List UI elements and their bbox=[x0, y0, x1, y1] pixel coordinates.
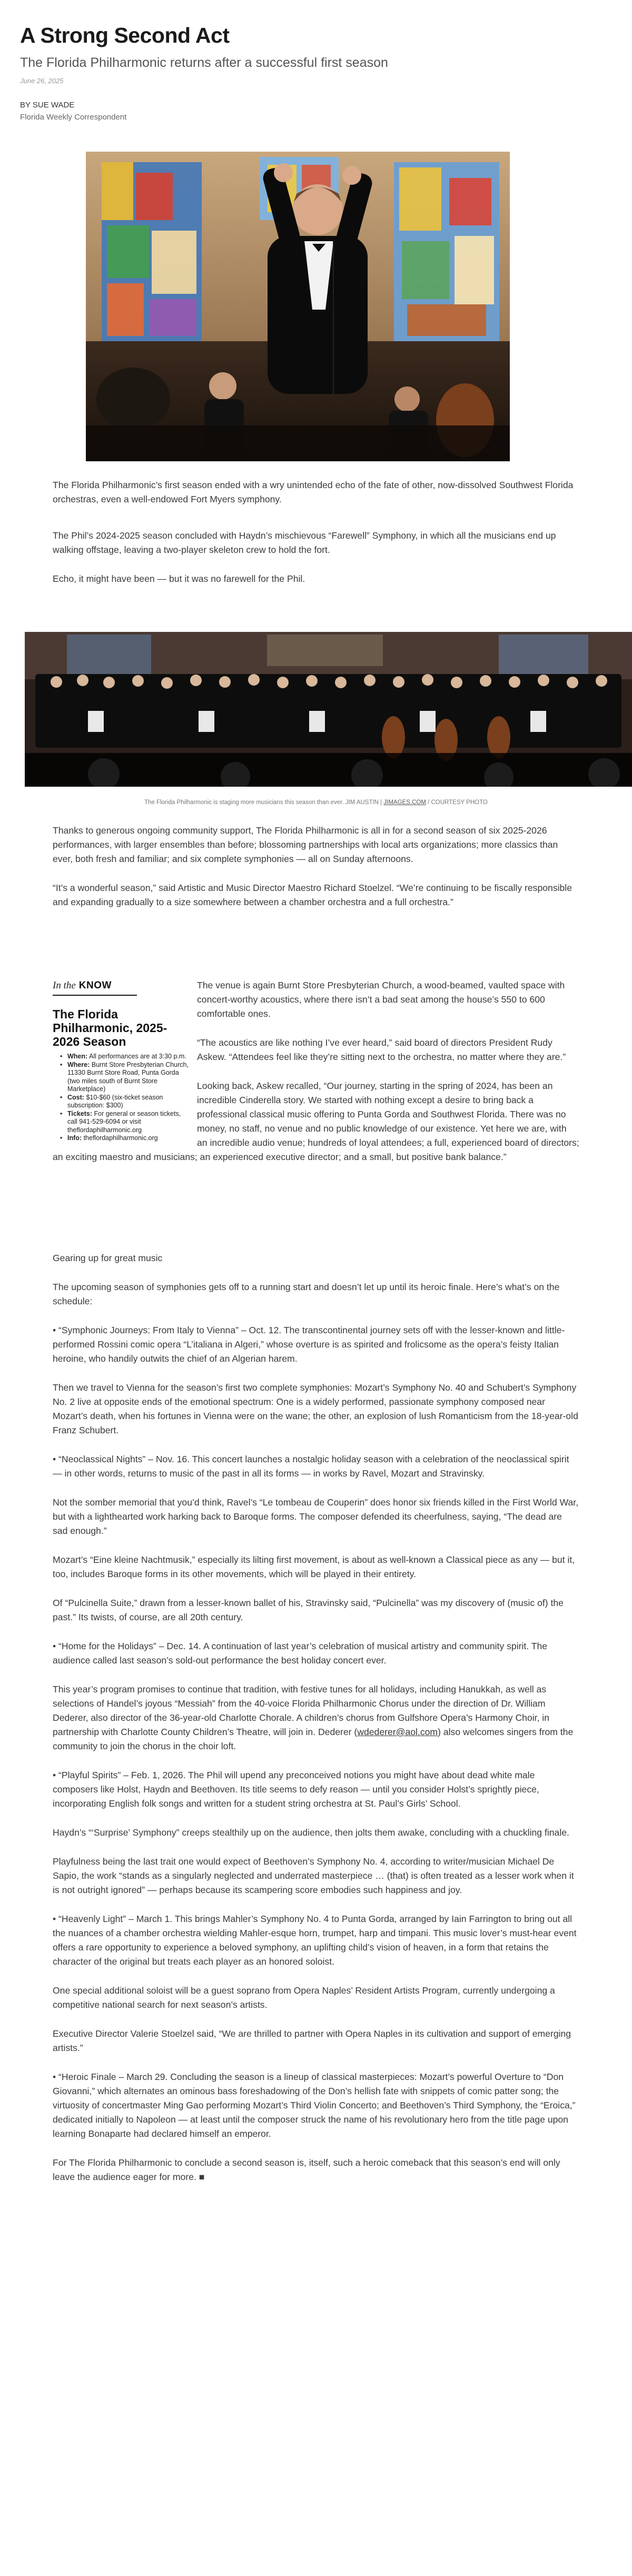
subheadline: The Florida Philharmonic returns after a successful first season bbox=[20, 55, 388, 70]
orchestra-photo bbox=[25, 632, 632, 787]
sidebar-item-when bbox=[53, 1053, 190, 1061]
paragraph: One special additional soloist will be a guest soprano from Opera Naples’ Resident Artists Program, currently undergoing a competitive national search for next season’s artists. bbox=[53, 1985, 555, 2010]
publish-date: June 26, 2025 bbox=[20, 77, 64, 85]
sidebar-item-tickets bbox=[53, 1110, 190, 1135]
paragraph: Echo, it might have been — but it was no farewell for the Phil. bbox=[53, 573, 305, 584]
paragraph: Not the somber memorial that you’d think, Ravel’s “Le tombeau de Couperin” does honor six friends killed in the First World War, but with a lighthearted work harking back to Baroque forms. The composer defended its cheerfulness, saying, “The dead are sad enough.” bbox=[53, 1497, 579, 1536]
paragraph-text: This year’s program promises to continue that tradition, with festive tunes for all holidays, including Hanukkah, as well as selections of Handel’s joyous “Messiah” from the 40-voice Florida Philharmonic Chorus under the direction of Dr. William Dederer, also director of the 36-year-old Charlotte Chorale. A children’s chorus from Gulfshore Opera’s Harmony Choir, in partnership with Charlotte County Children’s Theatre, will join in. Dederer ( bbox=[53, 1684, 550, 1737]
photo-credit: JIM AUSTIN | bbox=[345, 799, 382, 806]
paragraph: “The acoustics are like nothing I’ve ever heard,” said board of directors President Rudy Askew. “Attendees feel like they’re sitting next to the orchestra, no matter where they are.” bbox=[197, 1037, 566, 1062]
article-body-intro bbox=[53, 478, 579, 601]
in-the-label: In the bbox=[53, 980, 76, 991]
paragraph: Executive Director Valerie Stoelzel said, “We are thrilled to partner with Opera Naples in its cultivation and support of emerging artists.” bbox=[53, 2028, 571, 2053]
paragraph: Looking back, Askew recalled, “Our journey, starting in the spring of 2024, has been an incredible Cinderella story. We started with nothing except a desire to bring back a professional classical music offering to Punta Gorda and Southwest Florida. There was no money, no staff, no venue and no public knowledge of our existence. Yet here we are, with an incredible audio venue; hundreds of loyal attendees; a full, experienced board of directors; an exciting maestro and musicians; an experienced executive director; and a small, but positive bank balance.” bbox=[53, 1081, 579, 1162]
paragraph: For The Florida Philharmonic to conclude a second season is, itself, such a heroic comeback that this season’s end will only leave the audience eager for more. ■ bbox=[53, 2157, 560, 2182]
paragraph: The venue is again Burnt Store Presbyterian Church, a wood-beamed, vaulted space with concert-worthy acoustics, where there isn’t a bad seat among the house’s 550 to 600 comfortable ones. bbox=[197, 980, 565, 1019]
sidebar-item-key: Tickets: bbox=[67, 1109, 93, 1117]
sidebar-item-value: For general or season tickets, call 941-529-6094 or visit theflordaphilharmonic.org bbox=[67, 1109, 181, 1134]
hero-photo-conductor bbox=[86, 152, 510, 461]
photo-caption bbox=[0, 799, 632, 806]
know-label: KNOW bbox=[78, 980, 112, 991]
sidebar-item-value: $10-$60 (six-ticket season subscription: $300) bbox=[67, 1093, 163, 1109]
paragraph: The Florida Philharmonic’s first season ended with a wry unintended echo of the fate of other, now-dissolved Southwest Florida orchestras, even a well-endowed Fort Myers symphony. bbox=[53, 480, 574, 504]
hero-photo-illustration bbox=[86, 152, 510, 461]
paragraph: • “Playful Spirits” – Feb. 1, 2026. The Phil will upend any preconceived notions you might have about dead white male composers like Holst, Haydn and Beethoven. Its title seems to defy reason — until you consider Holst’s sprightly piece, incorporating English folk songs and written for a student string orchestra at St. Paul’s Girls’ School. bbox=[53, 1770, 539, 1809]
email-link[interactable]: wdederer@aol.com bbox=[357, 1727, 438, 1737]
paragraph: • “Heavenly Light” – March 1. This brings Mahler’s Symphony No. 4 to Punta Gorda, arranged by Iain Farrington to bring out all the nuances of a chamber orchestra wielding Mahler-esque horn, trumpet, harp and timpani. This music lover’s must-hear event offers a rare opportunity to experience a beloved symphony, an uplifting child’s vision of heaven, in a form that retains the character of the original but treats each player as an honored soloist. bbox=[53, 1914, 577, 1967]
paragraph: Playfulness being the last trait one would expect of Beethoven’s Symphony No. 4, according to writer/musician Michael De Sapio, the work “stands as a singularly neglected and underrated masterpiece … (that) is often treated as a lesser work when it is not outright ignored” — perhaps because its scampering score embodies such happiness and joy. bbox=[53, 1856, 574, 1895]
paragraph: Then we travel to Vienna for the season’s first two complete symphonies: Mozart’s Symphony No. 40 and Schubert’s Symphony No. 2 live at opposite ends of the emotional spectrum: One is a widely performed, passionate symphony composed near Mozart’s death, when his fortunes in Vienna were on the wane; the other, an explosion of lush Romanticism from the 18-year-old Franz Schubert. bbox=[53, 1382, 578, 1435]
sidebar-item-cost bbox=[53, 1094, 190, 1110]
article-body-schedule bbox=[53, 1251, 579, 2199]
byline-role: Florida Weekly Correspondent bbox=[20, 113, 127, 122]
sidebar-item-key: Info: bbox=[67, 1134, 82, 1142]
sidebar-item-value: All performances are at 3:30 p.m. bbox=[88, 1053, 186, 1060]
caption-text: The Florida Philharmonic is staging more musicians this season than ever. bbox=[144, 799, 344, 806]
paragraph: The upcoming season of symphonies gets off to a running start and doesn’t let up until its heroic finale. Here’s what’s on the schedule: bbox=[53, 1282, 560, 1306]
photo-credit-link[interactable]: JIMAGES.COM bbox=[383, 799, 426, 806]
paragraph-text: ) also welcomes singers from the community to join the chorus in the choir loft. bbox=[53, 1727, 574, 1751]
sidebar-item-value: theflordaphilharmonic.org bbox=[83, 1134, 158, 1142]
sidebar-item-key: When: bbox=[67, 1053, 88, 1060]
article-body-season bbox=[53, 824, 579, 924]
paragraph: Haydn’s “‘Surprise’ Symphony” creeps stealthily up on the audience, then jolts them awake, concluding with a chuckling finale. bbox=[53, 1827, 569, 1838]
in-the-know-sidebar bbox=[53, 978, 190, 1143]
sidebar-item-where bbox=[53, 1061, 190, 1094]
orchestra-photo-illustration bbox=[25, 632, 632, 787]
sidebar-details bbox=[53, 1053, 190, 1143]
paragraph: • “Neoclassical Nights” – Nov. 16. This concert launches a nostalgic holiday season with a celebration of the neoclassical spirit — in other words, returns to music of the past in all its forms — in works by Ravel, Mozart and Stravinsky. bbox=[53, 1454, 569, 1479]
sidebar-title: The Florida Philharmonic, 2025-2026 Season bbox=[53, 1007, 167, 1048]
paragraph bbox=[53, 1682, 579, 1753]
byline: BY SUE WADE bbox=[20, 101, 75, 110]
paragraph: The Phil’s 2024-2025 season concluded with Haydn’s mischievous “Farewell” Symphony, in which all the musicians end up walking offstage, leaving a two-player skeleton crew to hold the fort. bbox=[53, 530, 556, 555]
paragraph: Mozart’s “Eine kleine Nachtmusik,” especially its lilting first movement, is about as well-known a Classical piece as any — but it, too, includes Baroque forms in its other movements, which will be played in their entirety. bbox=[53, 1554, 575, 1579]
article-body-venue bbox=[53, 978, 579, 1179]
paragraph: • “Home for the Holidays” – Dec. 14. A continuation of last year’s celebration of musical artistry and community spirit. The audience called last season’s sold-out performance the best holiday concert ever. bbox=[53, 1641, 548, 1666]
paragraph: • “Symphonic Journeys: From Italy to Vienna” – Oct. 12. The transcontinental journey sets off with the lesser-known and little-performed Rossini comic opera “L’italiana in Algeri,” whose overture is as spirited and frolicsome as the opera’s feisty Italian heroine, who handily outwits the chief of an Algerian harem. bbox=[53, 1325, 565, 1364]
in-the-know-header bbox=[53, 978, 137, 996]
paragraph: Of “Pulcinella Suite,” drawn from a lesser-known ballet of his, Stravinsky said, “Pulcinella” was my discovery of (music of) the past.” Its twists, of course, are all 20th century. bbox=[53, 1598, 564, 1622]
paragraph: “It’s a wonderful season,” said Artistic and Music Director Maestro Richard Stoelzel. “We’re continuing to be fiscally responsible and expanding gradually to a size somewhere between a chamber orchestra and a full orchestra.” bbox=[53, 883, 572, 907]
sidebar-item-value: Burnt Store Presbyterian Church, 11330 Burnt Store Road, Punta Gorda (two miles south of Burnt Store Marketplace) bbox=[67, 1061, 189, 1093]
section-heading: Gearing up for great music bbox=[53, 1253, 163, 1263]
sidebar-item-info bbox=[53, 1134, 190, 1143]
headline: A Strong Second Act bbox=[20, 23, 230, 47]
sidebar-item-key: Cost: bbox=[67, 1093, 84, 1101]
article-header bbox=[20, 23, 610, 122]
photo-credit-suffix: / COURTESY PHOTO bbox=[428, 799, 488, 806]
paragraph: • “Heroic Finale – March 29. Concluding the season is a lineup of classical masterpieces: Mozart’s powerful Overture to “Don Giovanni,” which alternates an ominous bass foreshadowing of the Don’s hellish fate with snippets of comic patter song; the virtuosity of concertmaster Ming Gao performing Mozart’s Third Violin Concerto; and Beethoven’s Third Symphony, the “Eroica,” dedicated initially to Napoleon — at least until the composer struck the name of his revolutionary hero from the title page upon learning Bonaparte had declared himself an emperor. bbox=[53, 2072, 576, 2139]
sidebar-item-key: Where: bbox=[67, 1061, 90, 1068]
paragraph: Thanks to generous ongoing community support, The Florida Philharmonic is all in for a second season of six 2025-2026 performances, with larger ensembles than before; blossoming partnerships with local arts organizations; more classics than ever, both fresh and familiar; and six complete symphonies — all on Sunday afternoons. bbox=[53, 825, 558, 864]
